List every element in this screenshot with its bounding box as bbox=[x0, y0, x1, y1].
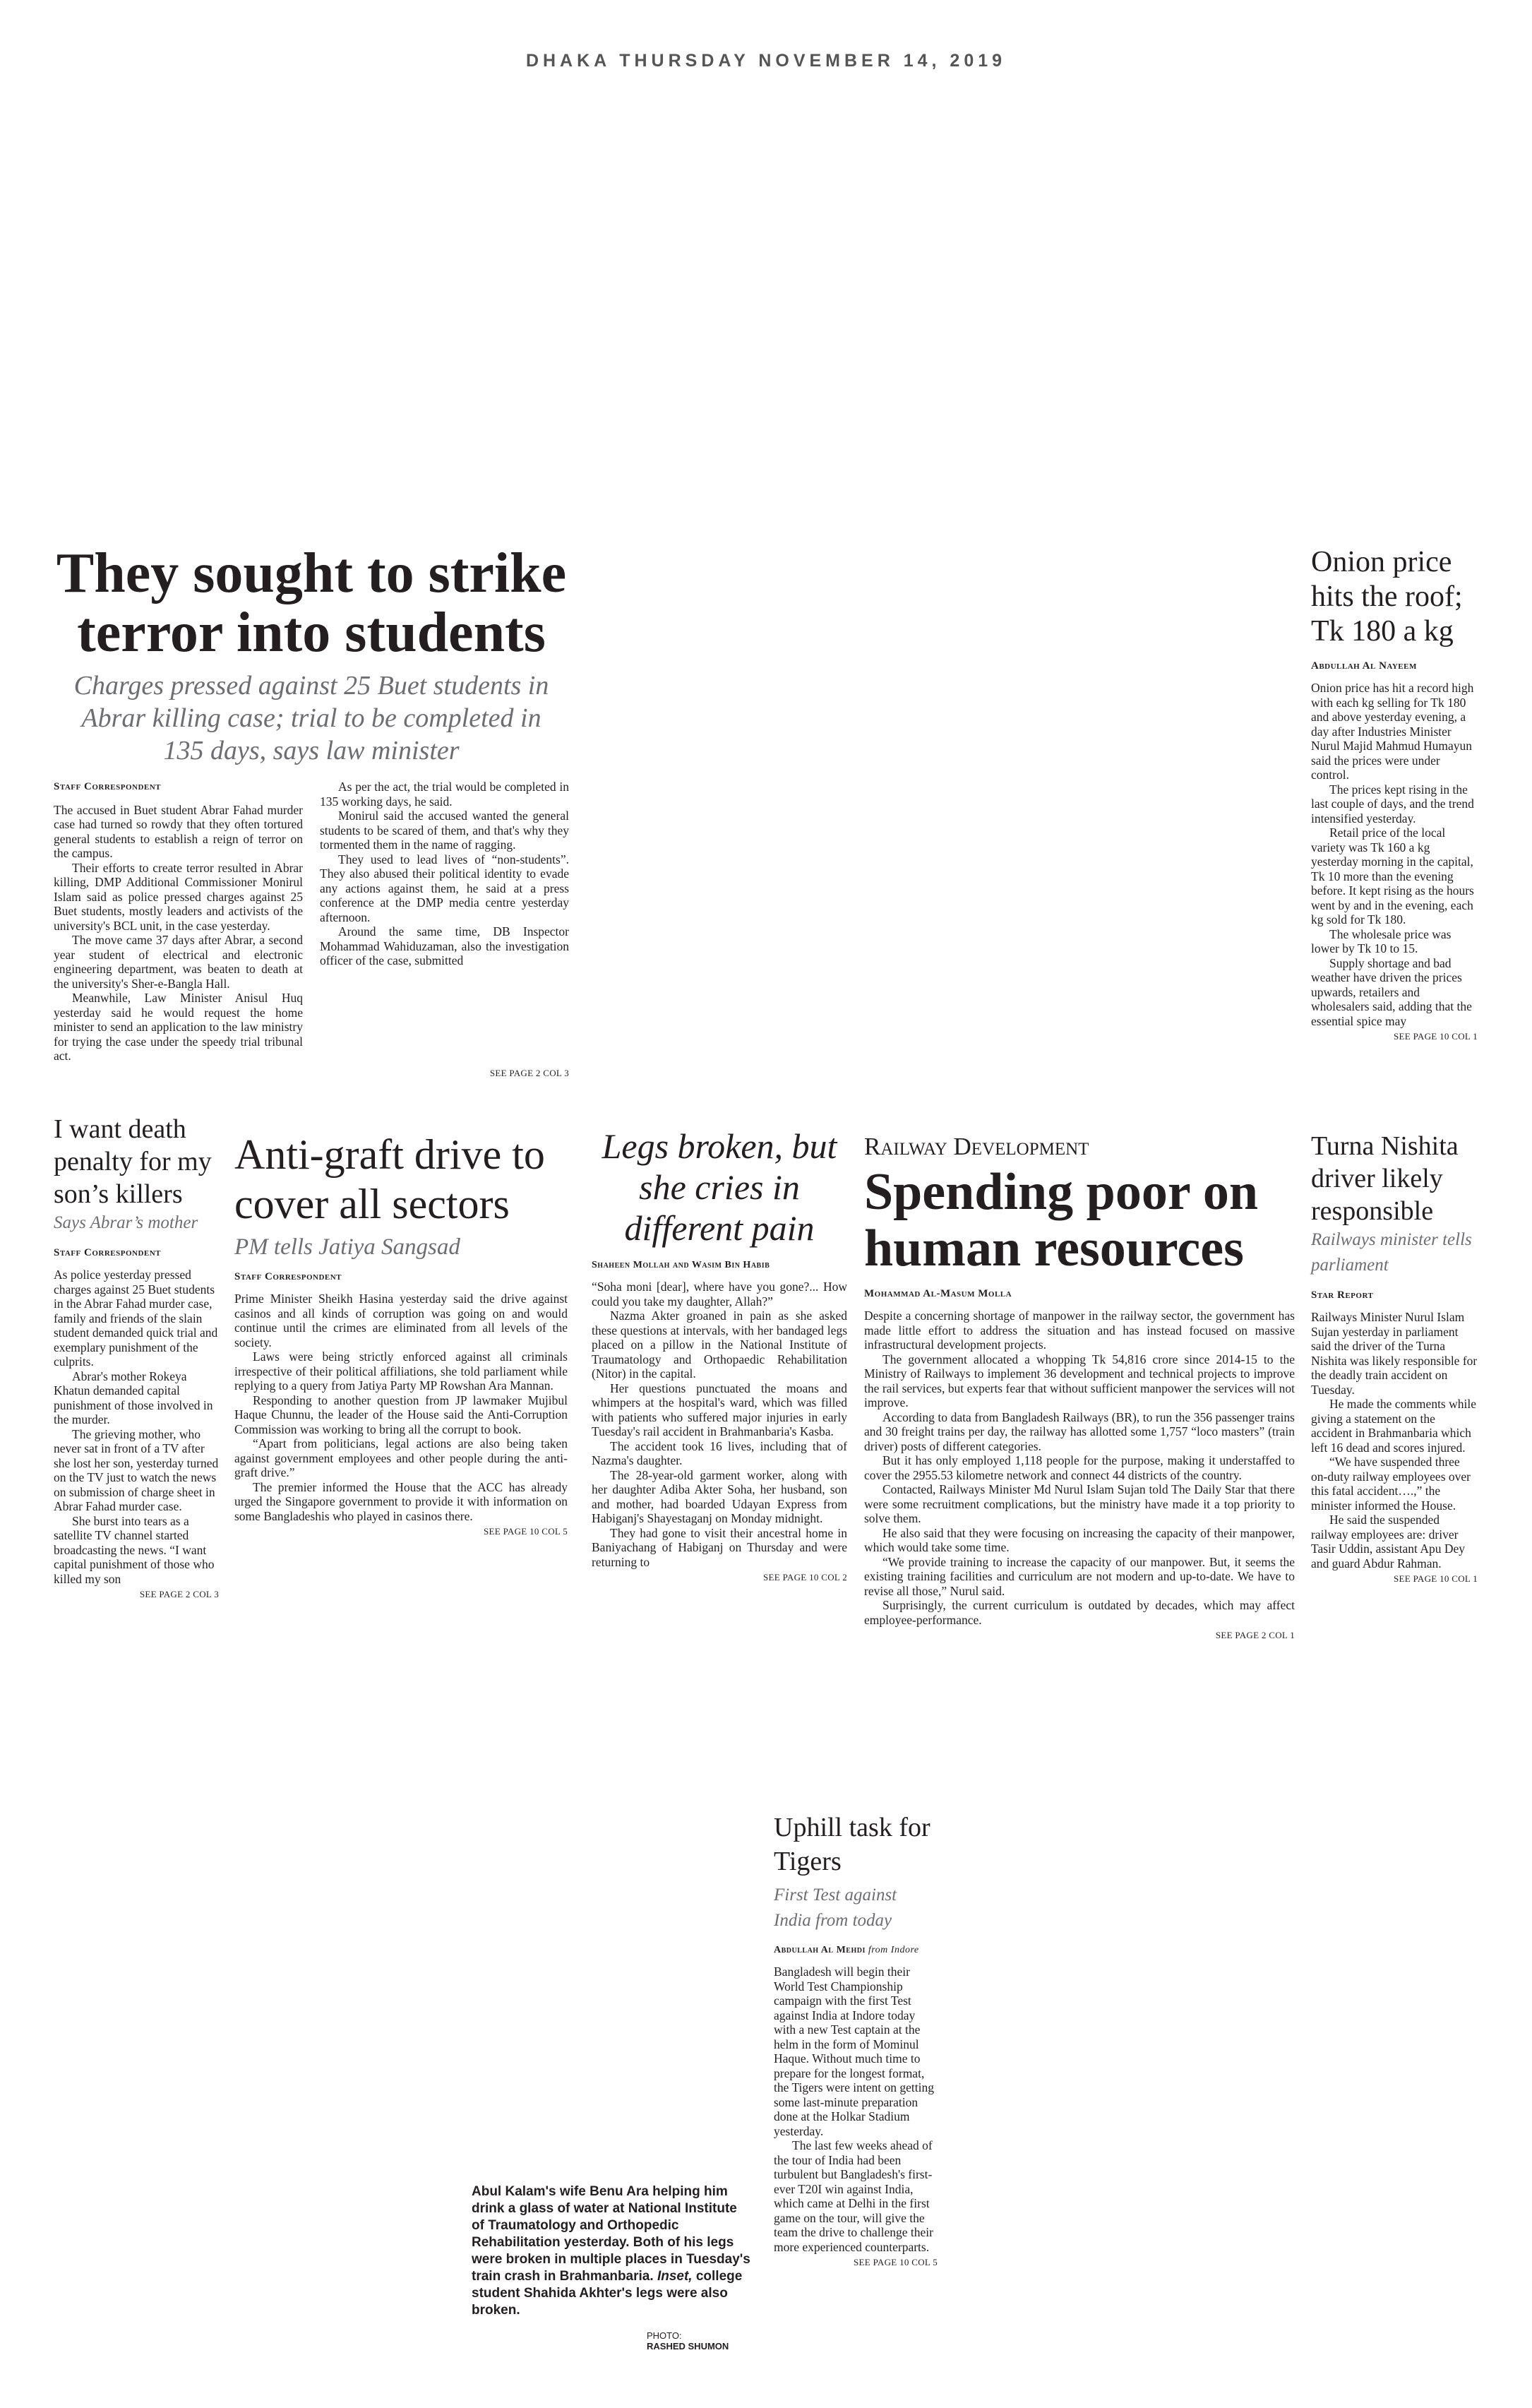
dateline: DHAKA THURSDAY NOVEMBER 14, 2019 bbox=[525, 51, 1007, 71]
paragraph: “Apart from politicians, legal actions are also being taken against government employees and other people during the anti-graft drive.” bbox=[234, 1436, 568, 1479]
jump-link[interactable]: SEE PAGE 2 COL 1 bbox=[1215, 1630, 1295, 1640]
railway-byline: Mohammad Al-Masum Molla bbox=[864, 1288, 1012, 1299]
paragraph: The accident took 16 lives, including that of Nazma's daughter. bbox=[592, 1438, 847, 1467]
tigers-byline-from: from Indore bbox=[868, 1945, 919, 1955]
railway-body bbox=[864, 1309, 1295, 1627]
turna-story bbox=[1311, 1130, 1478, 1585]
photo-caption-text: Abul Kalam's wife Benu Ara helping him drink a glass of water at National Institute of Traumatology and Orthopedic Rehabilitation yesterday. Both of his legs were broken in multiple places in Tuesday's train crash in Brahmanbaria. bbox=[472, 2184, 750, 2284]
paragraph: Bangladesh will begin their World Test Championship campaign with the first Test against India at Indore today with a new Test captain at the helm in the form of Mominul Haque. Without much time to prepare for the longest format, the Tigers were intent on getting some last-minute preparation done at the Holkar Stadium yesterday. bbox=[774, 1965, 934, 2138]
paragraph: The move came 37 days after Abrar, a second year student of electrical and electronic engineering department, was beaten to death at the university's Sher-e-Bangla Hall. bbox=[54, 933, 303, 991]
paragraph: Prime Minister Sheikh Hasina yesterday said the drive against casinos and all kinds of corruption was going on and would continue until the crimes are eliminated from all levels of the society. bbox=[234, 1292, 568, 1349]
railway-kicker: Railway Development bbox=[864, 1133, 1089, 1160]
paragraph: Meanwhile, Law Minister Anisul Huq yesterday said he would request the home minister to send an application to the law ministry for trying the case under the speedy trial tribunal act. bbox=[54, 991, 303, 1063]
tigers-body bbox=[774, 1965, 938, 2254]
paragraph: As police yesterday pressed charges against 25 Buet students in the Abrar Fahad murder case, family and friends of the slain student demanded quick trial and exemplary punishment of the culprits. bbox=[54, 1268, 218, 1369]
legs-broken-headline: Legs broken, but she cries in different pain bbox=[602, 1126, 837, 1248]
jump-link[interactable]: SEE PAGE 2 COL 3 bbox=[139, 1589, 219, 1599]
paragraph: The wholesale price was lower by Tk 10 to 15. bbox=[1311, 926, 1452, 955]
paragraph: “We provide training to increase the capacity of our manpower. But, it seems the existing training facilities and curriculum are not modern and up-to-date. We have to revise all those,” Nurul said. bbox=[864, 1554, 1295, 1598]
paragraph: The premier informed the House that the ACC has already urged the Singapore government to provide it with information on some Bangladeshis who played in casinos there. bbox=[234, 1479, 568, 1523]
legs-broken-story bbox=[592, 1126, 847, 1583]
paragraph: The grieving mother, who never sat in front of a TV after she lost her son, yesterday turned on the TV just to watch the news on submission of charge sheet in Abrar Fahad murder case. bbox=[54, 1426, 219, 1513]
railway-story bbox=[864, 1133, 1295, 1641]
legs-broken-body bbox=[592, 1280, 847, 1569]
paragraph: The government allocated a whopping Tk 54,816 crore since 2014-15 to the Ministry of Railways to implement 36 development and technical projects to improve the rail services, but experts fear that without sufficient manpower the services will not improve. bbox=[864, 1352, 1295, 1409]
paragraph: The accused in Buet student Abrar Fahad murder case had turned so rowdy that they often tortured general students to establish a reign of terror on the campus. bbox=[54, 802, 303, 860]
jump-link[interactable]: SEE PAGE 2 COL 3 bbox=[489, 1068, 569, 1078]
lead-byline: Staff Correspondent bbox=[54, 781, 162, 792]
anti-graft-byline: Staff Correspondent bbox=[234, 1271, 342, 1282]
lead-headline-line1: They sought to strike bbox=[56, 542, 567, 604]
jump-link[interactable]: SEE PAGE 10 COL 1 bbox=[1394, 1031, 1478, 1042]
paragraph: According to data from Bangladesh Railways (BR), to run the 356 passenger trains and 30 freight trains per day, the railway has allotted some 1,757 “loco masters” (train driver) posts of different categories. bbox=[864, 1409, 1295, 1453]
paragraph: Railways Minister Nurul Islam Sujan yesterday in parliament said the driver of the Turna Nishita was likely responsible for the deadly train accident on Tuesday. bbox=[1311, 1310, 1478, 1397]
paragraph: Onion price has hit a record high with each kg selling for Tk 180 and above yesterday evening, a day after Industries Minister Nurul Majid Mahmud Humayun said the prices were under control. bbox=[1311, 681, 1474, 782]
turna-byline: Star Report bbox=[1311, 1289, 1374, 1301]
onion-byline: Abdullah Al Nayeem bbox=[1311, 660, 1417, 672]
jump-link[interactable]: SEE PAGE 10 COL 1 bbox=[1394, 1573, 1478, 1584]
anti-graft-story bbox=[234, 1130, 568, 1537]
paragraph: Around the same time, DB Inspector Mohammad Wahiduzaman, also the investigation officer of the case, submitted bbox=[320, 924, 569, 967]
jump-link[interactable]: SEE PAGE 10 COL 2 bbox=[763, 1572, 847, 1583]
photo-caption-inset-label: Inset, bbox=[657, 2269, 693, 2284]
onion-body bbox=[1311, 681, 1478, 1028]
paragraph: He made the comments while giving a statement on the accident in Brahmanbaria which left 16 dead and scores injured. bbox=[1311, 1397, 1476, 1455]
turna-deck: Railways minister tells parliament bbox=[1311, 1230, 1472, 1275]
tigers-deck: First Test against India from today bbox=[774, 1885, 897, 1930]
jump-link[interactable]: SEE PAGE 10 COL 5 bbox=[484, 1526, 568, 1537]
paragraph: “We have suspended three on-duty railway employees over this fatal accident….,” the minister informed the House. bbox=[1311, 1455, 1471, 1513]
death-penalty-headline: I want death penalty for my son’s killers bbox=[54, 1114, 212, 1209]
paragraph: The 28-year-old garment worker, along with her daughter Adiba Akter Soha, her husband, son and mother, had boarded Udayan Express from Habiganj's Shayestaganj on Monday midnight. bbox=[592, 1467, 847, 1525]
anti-graft-deck: PM tells Jatiya Sangsad bbox=[234, 1234, 460, 1260]
paragraph: Despite a concerning shortage of manpower in the railway sector, the government has made little effort to address the situation and has instead focused on massive infrastructural development projects. bbox=[864, 1309, 1295, 1352]
death-penalty-byline: Staff Correspondent bbox=[54, 1247, 162, 1258]
paragraph: They used to lead lives of “non-students”. They also abused their political identity to evade any actions against them, he said at a press conference at the DMP media centre yesterday afternoon. bbox=[320, 852, 569, 924]
turna-body bbox=[1311, 1310, 1478, 1570]
tigers-headline: Uphill task for Tigers bbox=[774, 1813, 930, 1876]
lead-story bbox=[54, 544, 569, 1079]
photo-credit-label: PHOTO: bbox=[647, 2330, 682, 2341]
railway-headline: Spending poor on human resources bbox=[864, 1163, 1258, 1277]
onion-headline: Onion price hits the roof; Tk 180 a kg bbox=[1311, 546, 1463, 648]
paragraph: But it has only employed 1,118 people for the purpose, making it understaffed to cover the 2955.53 kilometre network and connect 44 districts of the country. bbox=[864, 1453, 1295, 1482]
legs-broken-byline: Shaheen Mollah and Wasim Bin Habib bbox=[592, 1260, 770, 1270]
tigers-byline bbox=[774, 1945, 938, 1956]
anti-graft-headline: Anti-graft drive to cover all sectors bbox=[234, 1131, 545, 1227]
paragraph: Supply shortage and bad weather have driven the prices upwards, retailers and wholesalers said, adding that the essential spice may bbox=[1311, 955, 1472, 1028]
photo-caption-block bbox=[472, 2183, 751, 2352]
photo-caption bbox=[472, 2183, 751, 2319]
death-penalty-deck: Says Abrar’s mother bbox=[54, 1213, 198, 1232]
tigers-story bbox=[774, 1811, 938, 2268]
paragraph: Contacted, Railways Minister Md Nurul Islam Sujan told The Daily Star that there were some recruitment complications, but the ministry have made it a top priority to solve them. bbox=[864, 1482, 1295, 1525]
death-penalty-story bbox=[54, 1113, 219, 1600]
paragraph: Responding to another question from JP lawmaker Mujibul Haque Chunnu, the leader of the House said the Anti-Corruption Commission was working to bring all the corrupt to book. bbox=[234, 1393, 568, 1436]
lead-deck: Charges pressed against 25 Buet students in Abrar killing case; trial to be completed in 135 days, says law minister bbox=[73, 671, 549, 765]
onion-story bbox=[1311, 545, 1478, 1042]
lead-paragraphs bbox=[54, 780, 569, 1065]
photo-credit-name: RASHED SHUMON bbox=[647, 2341, 729, 2352]
paragraph: He also said that they were focusing on increasing the capacity of their manpower, which would take some time. bbox=[864, 1525, 1295, 1554]
paragraph: Her questions punctuated the moans and whimpers at the hospital's ward, which was filled with patients who suffered major injuries in early Tuesday's rail accident in Brahmanbaria's Kasba. bbox=[592, 1381, 847, 1438]
paragraph: He said the suspended railway employees are: driver Tasir Uddin, assistant Apu Dey and guard Abdur Rahman. bbox=[1311, 1513, 1465, 1570]
paragraph: Abrar's mother Rokeya Khatun demanded capital punishment of those involved in the murder. bbox=[54, 1369, 213, 1426]
paragraph: “Soha moni [dear], where have you gone?... How could you take my daughter, Allah?” bbox=[592, 1280, 847, 1309]
paragraph: The last few weeks ahead of the tour of India had been turbulent but Bangladesh's first-ever T20I win against India, which came at Delhi in the first game on the tour, will give the team the drive to challenge their more experienced counterparts. bbox=[774, 2138, 933, 2254]
lead-headline-line2: terror into students bbox=[77, 602, 546, 664]
paragraph: Their efforts to create terror resulted in Abrar killing, DMP Additional Commissioner Monirul Islam said as police pressed charges against 25 Buet students, mostly leaders and activists of the university's BCL unit, in the case yesterday. bbox=[54, 860, 303, 933]
paragraph: Surprisingly, the current curriculum is outdated by decades, which may affect employee-performance. bbox=[864, 1598, 1295, 1627]
paragraph: The prices kept rising in the last couple of days, and the trend intensified yesterday. bbox=[1311, 782, 1474, 825]
turna-headline: Turna Nishita driver likely responsible bbox=[1311, 1131, 1459, 1226]
photo-credit bbox=[647, 2330, 751, 2352]
paragraph: Retail price of the local variety was Tk 160 a kg yesterday morning in the capital, Tk 10 more than the evening before. It kept rising as the hours went by and in the evening, each kg sold for Tk 180. bbox=[1311, 825, 1474, 926]
death-penalty-body bbox=[54, 1268, 219, 1586]
anti-graft-body bbox=[234, 1292, 568, 1523]
paragraph: As per the act, the trial would be completed in 135 working days, he said. bbox=[320, 780, 569, 809]
lead-body bbox=[54, 780, 569, 1065]
paragraph: She burst into tears as a satellite TV channel started broadcasting the news. “I want capital punishment of those who killed my son bbox=[54, 1513, 215, 1586]
paragraph: Laws were being strictly enforced against all criminals irrespective of their political affiliations, she told parliament while replying to a query from Jatiya Party MP Rowshan Ara Mannan. bbox=[234, 1349, 568, 1393]
paragraph: Monirul said the accused wanted the general students to be scared of them, and that's why they tormented them in the name of ragging. bbox=[320, 809, 569, 852]
photo-caption-inset-text: college student Shahida Akhter's legs were also broken. bbox=[472, 2269, 743, 2318]
lead-headline bbox=[54, 544, 569, 662]
paragraph: Nazma Akter groaned in pain as she asked these questions at intervals, with her bandaged legs placed on a pillow in the National Institute of Traumatology and Orthopaedic Rehabilitation (Nitor) in the capital. bbox=[592, 1309, 847, 1381]
jump-link[interactable]: SEE PAGE 10 COL 5 bbox=[854, 2257, 938, 2267]
tigers-byline-name: Abdullah Al Mehdi bbox=[774, 1945, 866, 1955]
paragraph: They had gone to visit their ancestral home in Baniyachang of Habiganj on Thursday and were returning to bbox=[592, 1525, 847, 1569]
